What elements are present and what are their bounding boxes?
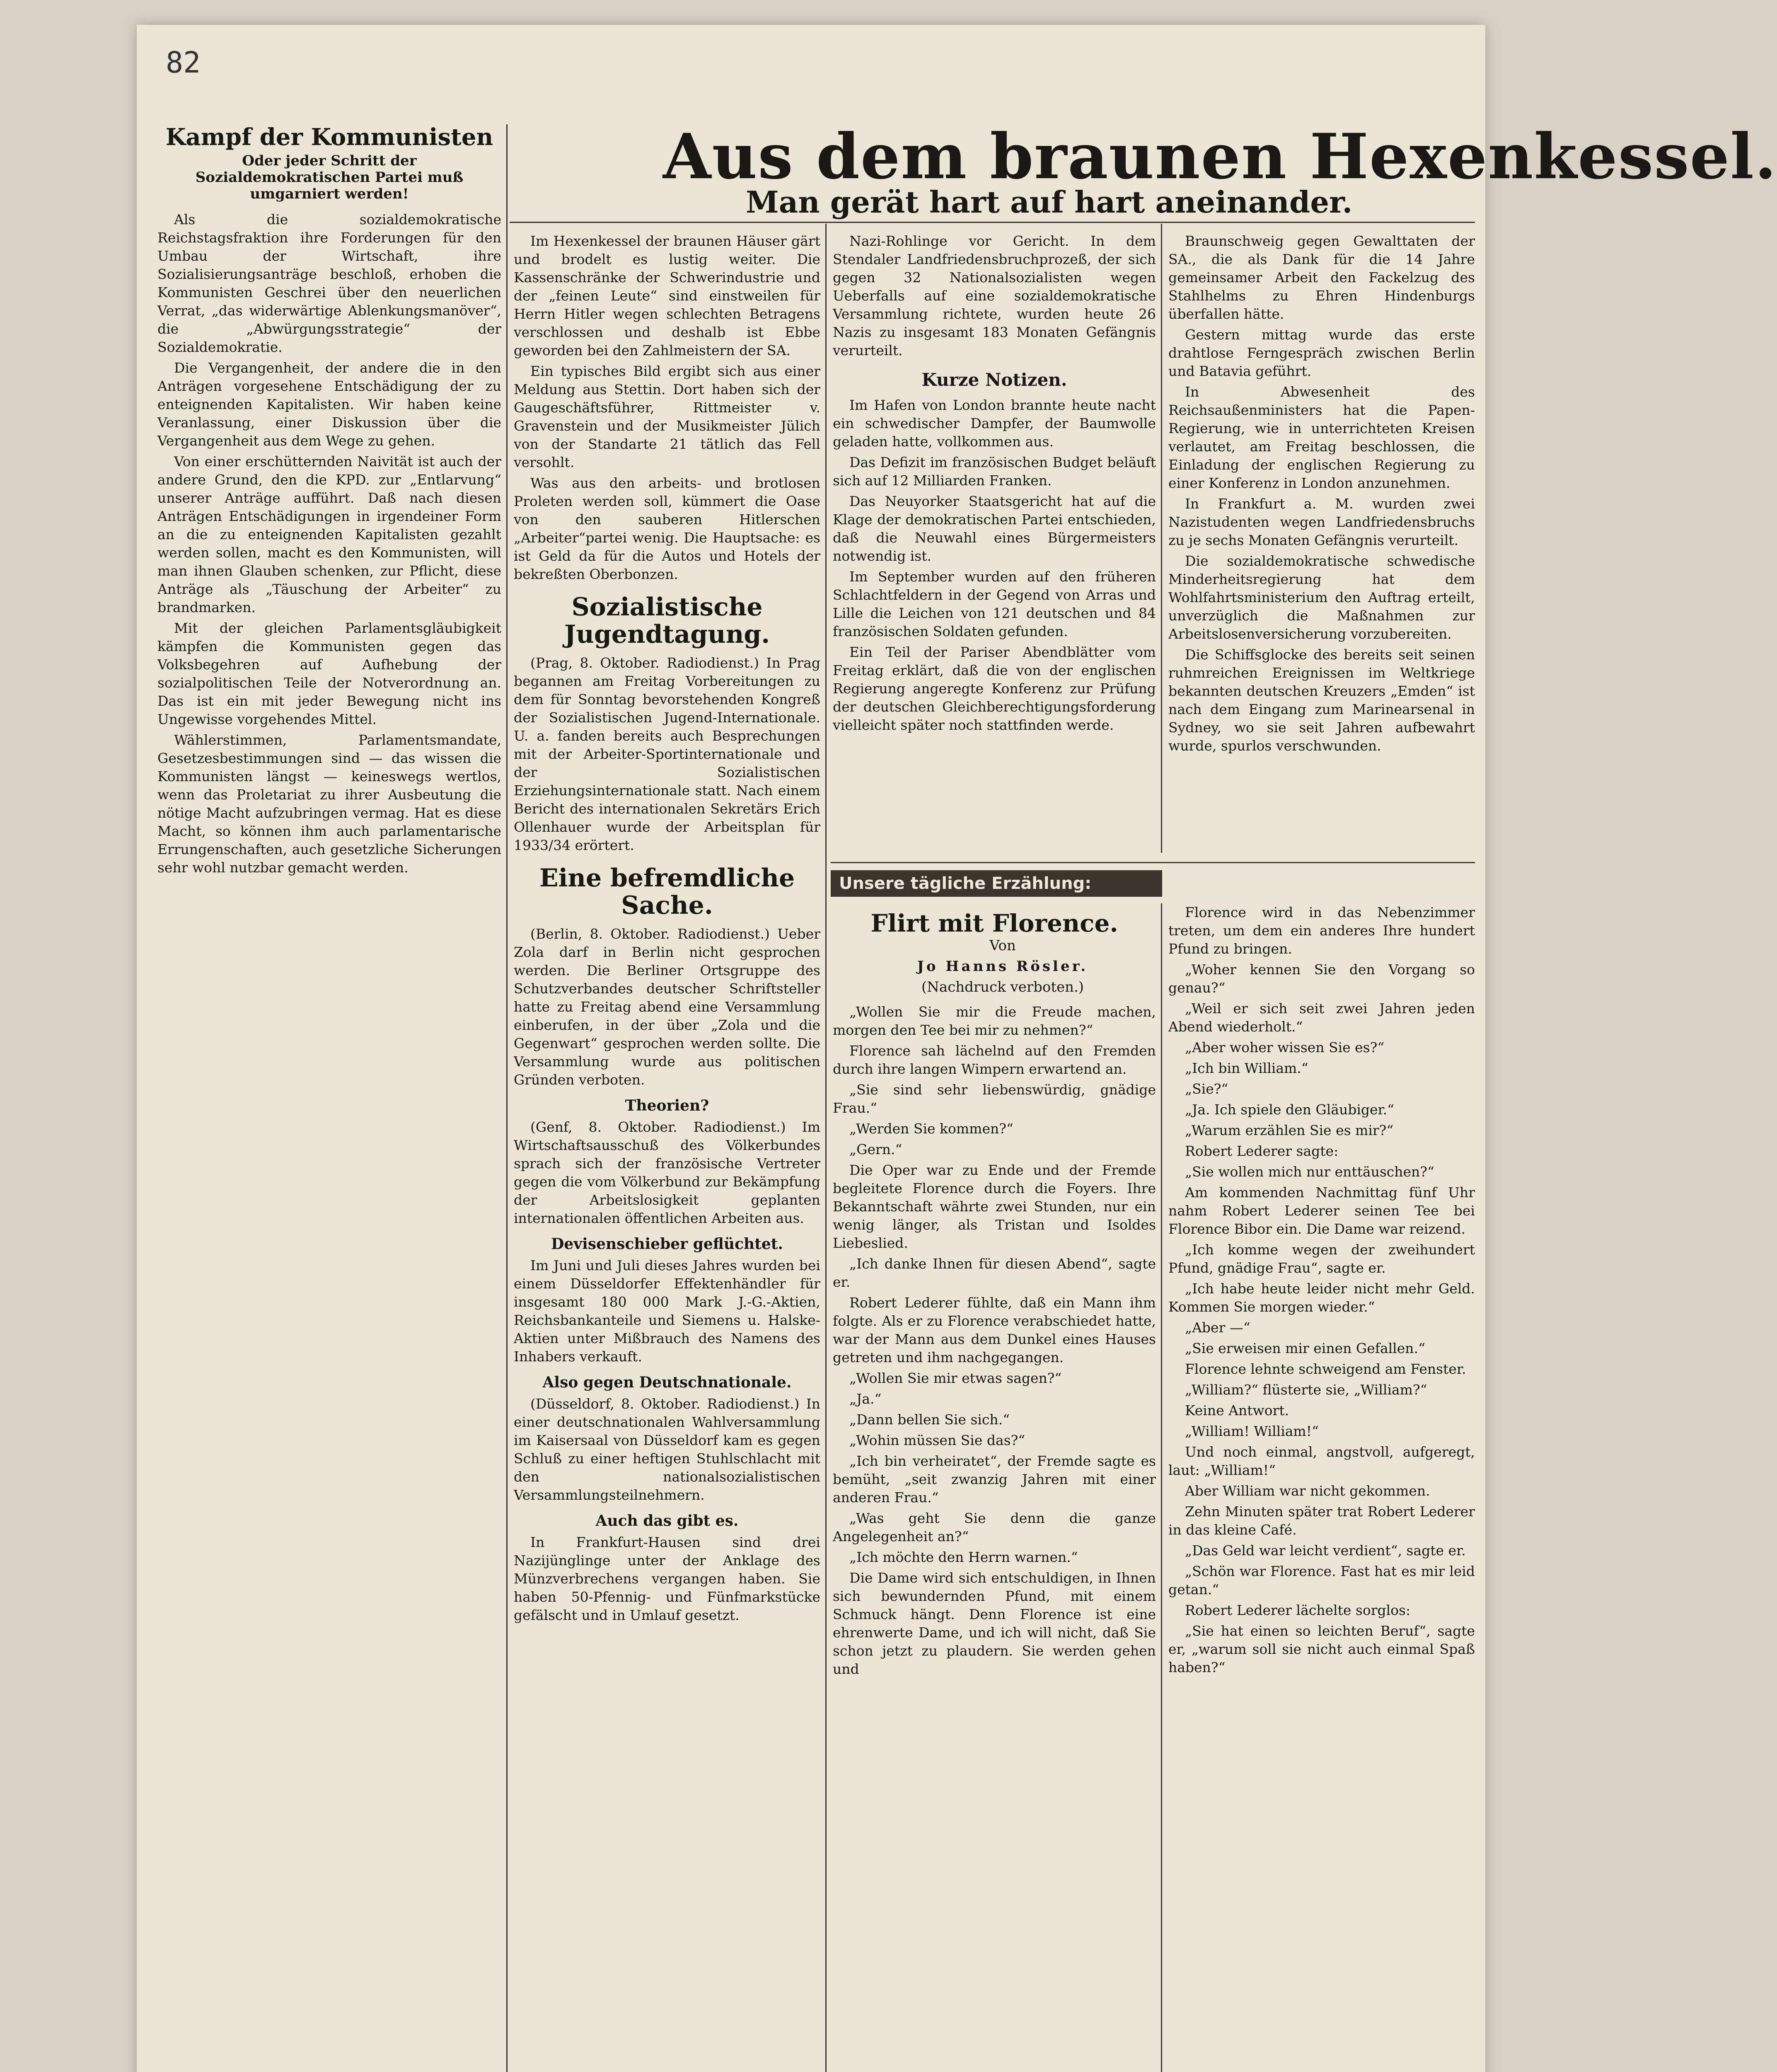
paragraph: Nazi-Rohlinge vor Gericht. In dem Stendaler Landfriedensbruchprozeß, der sich gegen 32 Nationalsozialisten wegen Ueberfalls auf eine sozialdemokratische Versammlung richtete, wurden heute 26 Nazis zu insgesamt 183 Monaten Gefängnis verurteilt. (833, 233, 1156, 358)
paragraph: „Sie erweisen mir einen Gefallen.“ (1185, 1340, 1425, 1356)
paragraph: (Prag, 8. Oktober. Radiodienst.) In Prag begannen am Freitag Vorbereitungen zu dem für Sonntag bevorstehenden Kongreß der Sozialistischen Jugend-Internationale. U. a. fanden bereits auch Besprechungen mit der Arbeiter-Sportinternationale und der Sozialistischen Erziehungsinternationale statt. Nach einem Bericht des internationalen Sekretärs Erich Ollenhauer wurde der Arbeitsplan für 1933/34 erörtert. (514, 655, 820, 853)
paragraph: „Das Geld war leicht verdient“, sagte er. (1185, 1542, 1466, 1559)
minor-heading: Theorien? (625, 1097, 709, 1114)
paragraph: Mit der gleichen Parlamentsgläubigkeit kämpfen die Kommunisten gegen das Volksbegehren auf Aufhebung der sozialpolitischen Teile der Notverordnung an. Das ist ein mit jeder Bewegung nicht ins Ungewisse vorgehendes Mittel. (157, 620, 501, 727)
paragraph: „William?“ flüsterte sie, „William?“ (1185, 1382, 1427, 1398)
paragraph: „Ich möchte den Herrn warnen.“ (849, 1549, 1078, 1565)
paragraph: „Weil er sich seit zwei Jahren jeden Abend wiederholt.“ (1168, 1000, 1475, 1035)
left-headline: Kampf der Kommunisten (165, 123, 493, 151)
paragraph: Zehn Minuten später trat Robert Lederer in das kleine Café. (1168, 1503, 1475, 1538)
paragraph: Die Vergangenheit, der andere die in den Anträgen vorgesehene Entschädigung der zu enteignenden Kapitalisten. Wir haben keine Veranlassung, einer Diskussion über die Vergangenheit aus dem Wege zu gehen. (157, 360, 501, 449)
paragraph: „Dann bellen Sie sich.“ (849, 1411, 1010, 1428)
paragraph: Die Dame wird sich entschuldigen, in Ihnen sich bewundernden Pfund, mit einem Schmuck hängt. Denn Florence ist eine ehrenwerte Dame, und ich will nicht, daß Sie schon jetzt zu plaudern. Sie werden gehen und (833, 1570, 1156, 1677)
section-title-kurze-notizen: Kurze Notizen. (921, 370, 1067, 390)
paragraph: Robert Lederer fühlte, daß ein Mann ihm folgte. Als er zu Florence verabschiedet hatte, war der Mann aus dem Dunkel eines Hauses getreten und ihm nachgegangen. (833, 1295, 1156, 1365)
paragraph: (Genf, 8. Oktober. Radiodienst.) Im Wirtschaftsausschuß des Völkerbundes sprach sich der französische Vertreter gegen die vom Völkerbund zur Bekämpfung der Arbeitslosigkeit geplanten internationalen öffentlichen Arbeiten aus. (514, 1119, 820, 1226)
minor-heading: Also gegen Deutschnationale. (542, 1374, 792, 1391)
paragraph: „Ich habe heute leider nicht mehr Geld. Kommen Sie morgen wieder.“ (1168, 1280, 1475, 1315)
paragraph: Florence wird in das Nebenzimmer treten, um dem ein anderes Ihre hundert Pfund zu bringen. (1168, 904, 1475, 957)
paragraph: Im Hafen von London brannte heute nacht ein schwedischer Dampfer, der Baumwolle geladen hatte, vollkommen aus. (833, 397, 1156, 450)
paragraph: Wählerstimmen, Parlamentsmandate, Gesetzesbestimmungen sind — das wissen die Kommunisten längst — keineswegs wertlos, wenn das Proletariat zu ihrer Ausbeutung die nötige Macht aufzubringen vermag. Hat es diese Macht, so können ihm auch parlamentarische Errungenschaften, auch gesetzliche Sicherungen sehr wohl nutzbar gemacht werden. (157, 732, 501, 876)
paragraph: „Sie?“ (1185, 1081, 1228, 1097)
paragraph: „Sie wollen mich nur enttäuschen?“ (1185, 1164, 1434, 1180)
paragraph: Am kommenden Nachmittag fünf Uhr nahm Robert Lederer seinen Tee bei Florence Bibor ein. Die Dame war reizend. (1168, 1184, 1475, 1237)
minor-heading: Devisenschieber geflüchtet. (551, 1235, 783, 1253)
serial-rule (831, 862, 1475, 863)
left-subhead: Oder jeder Schritt der Sozialdemokratischen Partei muß umgarniert werden! (195, 152, 464, 202)
paragraph: Robert Lederer lächelte sorglos: (1185, 1602, 1411, 1618)
paragraph: „Ja.“ (849, 1391, 882, 1407)
paragraph: Robert Lederer sagte: (1185, 1143, 1339, 1159)
paragraph: „Wohin müssen Sie das?“ (849, 1432, 1025, 1448)
paragraph: Und noch einmal, angstvoll, aufgeregt, laut: „William!“ (1168, 1444, 1475, 1478)
minor-heading: Auch das gibt es. (595, 1512, 739, 1530)
paragraph: „Ich danke Ihnen für diesen Abend“, sagte er. (833, 1256, 1156, 1290)
paragraph: Als die sozialdemokratische Reichstagsfraktion ihre Forderungen für den Umbau der Wirtschaft, ihre Sozialisierungsanträge beschloß, erhoben die Kommunisten Geschrei über den neuerlichen Verrat, „das widerwärtige Ablenkungsmanöver“, die „Abwürgungsstrategie“ der Sozialdemokratie. (157, 211, 501, 355)
paragraph: „Ich bin verheiratet“, der Fremde sagte es bemüht, „seit zwanzig Jahren mit einer anderen Frau.“ (833, 1453, 1156, 1506)
paragraph: Braunschweig gegen Gewalttaten der SA., die als Dank für die 14 Jahre gemeinsamer Arbeit den Fackelzug des Stahlhelms zu Ehren Hindenburgs überfallen hätte. (1168, 233, 1475, 322)
left-column (157, 124, 501, 2072)
paragraph: Gestern mittag wurde das erste drahtlose Ferngespräch zwischen Berlin und Batavia geführt. (1168, 327, 1475, 379)
paragraph: Florence sah lächelnd auf den Fremden durch ihre langen Wimpern erwartend an. (833, 1043, 1156, 1077)
paragraph: „William! William!“ (1185, 1423, 1319, 1439)
paragraph: „Ich komme wegen der zweihundert Pfund, gnädige Frau“, sagte er. (1168, 1242, 1475, 1276)
paragraph: „Sie hat einen so leichten Beruf“, sagte er, „warum soll sie nicht auch einmal Spaß haben?“ (1168, 1623, 1475, 1675)
paragraph: (Düsseldorf, 8. Oktober. Radiodienst.) In einer deutschnationalen Wahlversammlung im Kaisersaal von Düsseldorf kam es gegen Schluß zu einer heftigen Stuhlschlacht mit den nationalsozialistischen Versammlungsteilnehmern. (514, 1396, 820, 1503)
paragraph: Was aus den arbeits- und brotlosen Proleten werden soll, kümmert die Oase von den sauberen Hitlerschen „Arbeiter“partei wenig. Die Hauptsache: es ist Geld da für die Autos und Hotels der bekreßten Oberbonzen. (514, 475, 820, 582)
serial-right-column (1168, 903, 1475, 2072)
paragraph: „Ja. Ich spiele den Gläubiger.“ (1185, 1101, 1395, 1118)
paragraph: Von einer erschütternden Naivität ist auch der andere Grund, den die KPD. zur „Entlarvung“ unserer Anträge aufführt. Daß nach diesen Anträgen Entschädigungen in irgendeiner Form an die zu enteignenden Kapitalisten gezahlt werden sollen, macht es den Kommunisten, will man ihnen Glauben schenken, zur Pflicht, diese Anträge als „Täuschung der Arbeiter“ zu brandmarken. (157, 453, 501, 615)
column-rule (825, 224, 827, 2072)
paragraph: Die Oper war zu Ende und der Fremde begleitete Florence durch die Foyers. Ihre Bekanntschaft währte zwei Stunden, nur ein wenig länger, als Tristan und Isoldes Liebeslied. (833, 1162, 1156, 1251)
paragraph: „Werden Sie kommen?“ (849, 1121, 1013, 1137)
paragraph: „Ich bin William.“ (1185, 1060, 1308, 1076)
paragraph: Im Hexenkessel der braunen Häuser gärt und brodelt es lustig weiter. Die Kassenschränke der Schwerindustrie und der „feinen Leute“ sind einstweilen für Herrn Hitler wegen schlechten Betragens verschlossen und deshalb ist Ebbe geworden bei den Zahlmeistern der SA. (514, 233, 820, 358)
story-title: Flirt mit Florence. (870, 909, 1118, 937)
paragraph: (Berlin, 8. Oktober. Radiodienst.) Ueber Zola darf in Berlin nicht gesprochen werden. Die Berliner Ortsgruppe des Schutzverbandes deutscher Schriftsteller hatte zu Freitag abend eine Versammlung einberufen, in der über „Zola und die Gegenwart“ gesprochen werden sollte. Die Versammlung wurde aus politischen Gründen verboten. (514, 926, 820, 1088)
paragraph: Ein Teil der Pariser Abendblätter vom Freitag erklärt, daß die von der englischen Regierung angeregte Konferenz zur Prüfung der deutschen Gleichberechtigungsforderung vielleicht später noch stattfinden werde. (833, 644, 1156, 733)
paragraph: Keine Antwort. (1185, 1402, 1289, 1418)
paragraph: „Aber —“ (1185, 1319, 1250, 1336)
column-rule (1161, 903, 1162, 2072)
reprint-note: (Nachdruck verboten.) (921, 979, 1084, 995)
paragraph: Im Juni und Juli dieses Jahres wurden bei einem Düsseldorfer Effektenhändler für insgesamt 180 000 Mark J.-G.-Aktien, Reichsbankanteile und Siemens u. Halske-Aktien unter Mißbrauch des Namens des Inhabers verkauft. (514, 1257, 820, 1365)
paragraph: „Wollen Sie mir die Freude machen, morgen den Tee bei mir zu nehmen?“ (833, 1004, 1156, 1038)
paragraph: „Wollen Sie mir etwas sagen?“ (849, 1370, 1062, 1386)
paragraph: In Abwesenheit des Reichsaußenministers hat die Papen-Regierung, wie in unterrichteten Kreisen verlautet, am Freitag beschlossen, die Einladung der englischen Regierung zu einer Konferenz in London anzunehmen. (1168, 384, 1475, 491)
serial-left-column (833, 903, 1156, 2072)
paragraph: Im September wurden auf den früheren Schlachtfeldern in der Gegend von Arras und Lille die Leichen von 121 deutschen und 84 französischen Soldaten gefunden. (833, 569, 1156, 639)
section-title-jugendtagung: Sozialistische Jugendtagung. (564, 593, 770, 649)
byline-von: Von (989, 937, 1016, 954)
paragraph: Ein typisches Bild ergibt sich aus einer Meldung aus Stettin. Dort haben sich der Gaugeschäftsführer, Rittmeister v. Gravenstein und der Musikmeister Jülich von der Standarte 21 tätlich das Fell versohlt. (514, 363, 820, 470)
paragraph: „Warum erzählen Sie es mir?“ (1185, 1122, 1394, 1138)
paragraph: „Gern.“ (849, 1141, 902, 1157)
paragraph: Aber William war nicht gekommen. (1185, 1483, 1430, 1499)
paragraph: „Sie sind sehr liebenswürdig, gnädige Frau.“ (833, 1082, 1156, 1116)
paragraph: Das Defizit im französischen Budget beläuft sich auf 12 Milliarden Franken. (833, 454, 1156, 489)
column-rule (506, 124, 508, 2072)
serial-banner: Unsere tägliche Erzählung: (831, 870, 1162, 897)
main-headline: Aus dem braunen Hexenkessel. (663, 120, 1777, 193)
byline-author: Jo Hanns Rösler. (917, 958, 1088, 975)
paragraph: Die sozialdemokratische schwedische Minderheitsregierung hat dem Wohlfahrtsministerium den Auftrag erteilt, unverzüglich die Maßnahmen zur Arbeitslosenversicherung vorzubereiten. (1168, 553, 1475, 642)
column-rule (1161, 224, 1162, 853)
main-subheadline: Man gerät hart auf hart aneinander. (746, 184, 1353, 220)
paragraph: In Frankfurt-Hausen sind drei Nazijünglinge unter der Anklage des Münzverbrechens vergangen haben. Sie haben 50-Pfennig- und Fünfmarkstücke gefälscht und in Umlauf gesetzt. (514, 1534, 820, 1623)
paragraph: „Aber woher wissen Sie es?“ (1185, 1039, 1385, 1055)
page-number: 82 (166, 46, 201, 80)
column-3 (833, 232, 1156, 854)
paragraph: Das Neuyorker Staatsgericht hat auf die Klage der demokratischen Partei entschieden, daß die Neuwahl eines Bürgermeisters notwendig ist. (833, 493, 1156, 564)
section-title-befremdliche-sache: Eine befremdliche Sache. (539, 864, 795, 920)
paragraph: „Woher kennen Sie den Vorgang so genau?“ (1168, 961, 1475, 996)
paragraph: Die Schiffsglocke des bereits seit seinen ruhmreichen Ereignissen im Weltkriege bekannten deutschen Kreuzers „Emden“ ist nach dem Eingang zum Marinearsenal in Sydney, wo sie seit Jahren aufbewahrt wurde, spurlos verschwunden. (1168, 646, 1475, 754)
paragraph: Florence lehnte schweigend am Fenster. (1185, 1361, 1466, 1377)
paragraph: „Was geht Sie denn die ganze Angelegenheit an?“ (833, 1510, 1156, 1544)
paragraph: „Schön war Florence. Fast hat es mir leid getan.“ (1168, 1563, 1475, 1598)
masthead-rule (510, 222, 1475, 223)
column-2 (514, 232, 820, 2072)
column-4 (1168, 232, 1475, 854)
paragraph: In Frankfurt a. M. wurden zwei Nazistudenten wegen Landfriedensbruchs zu je sechs Monaten Gefängnis verurteilt. (1168, 496, 1475, 548)
